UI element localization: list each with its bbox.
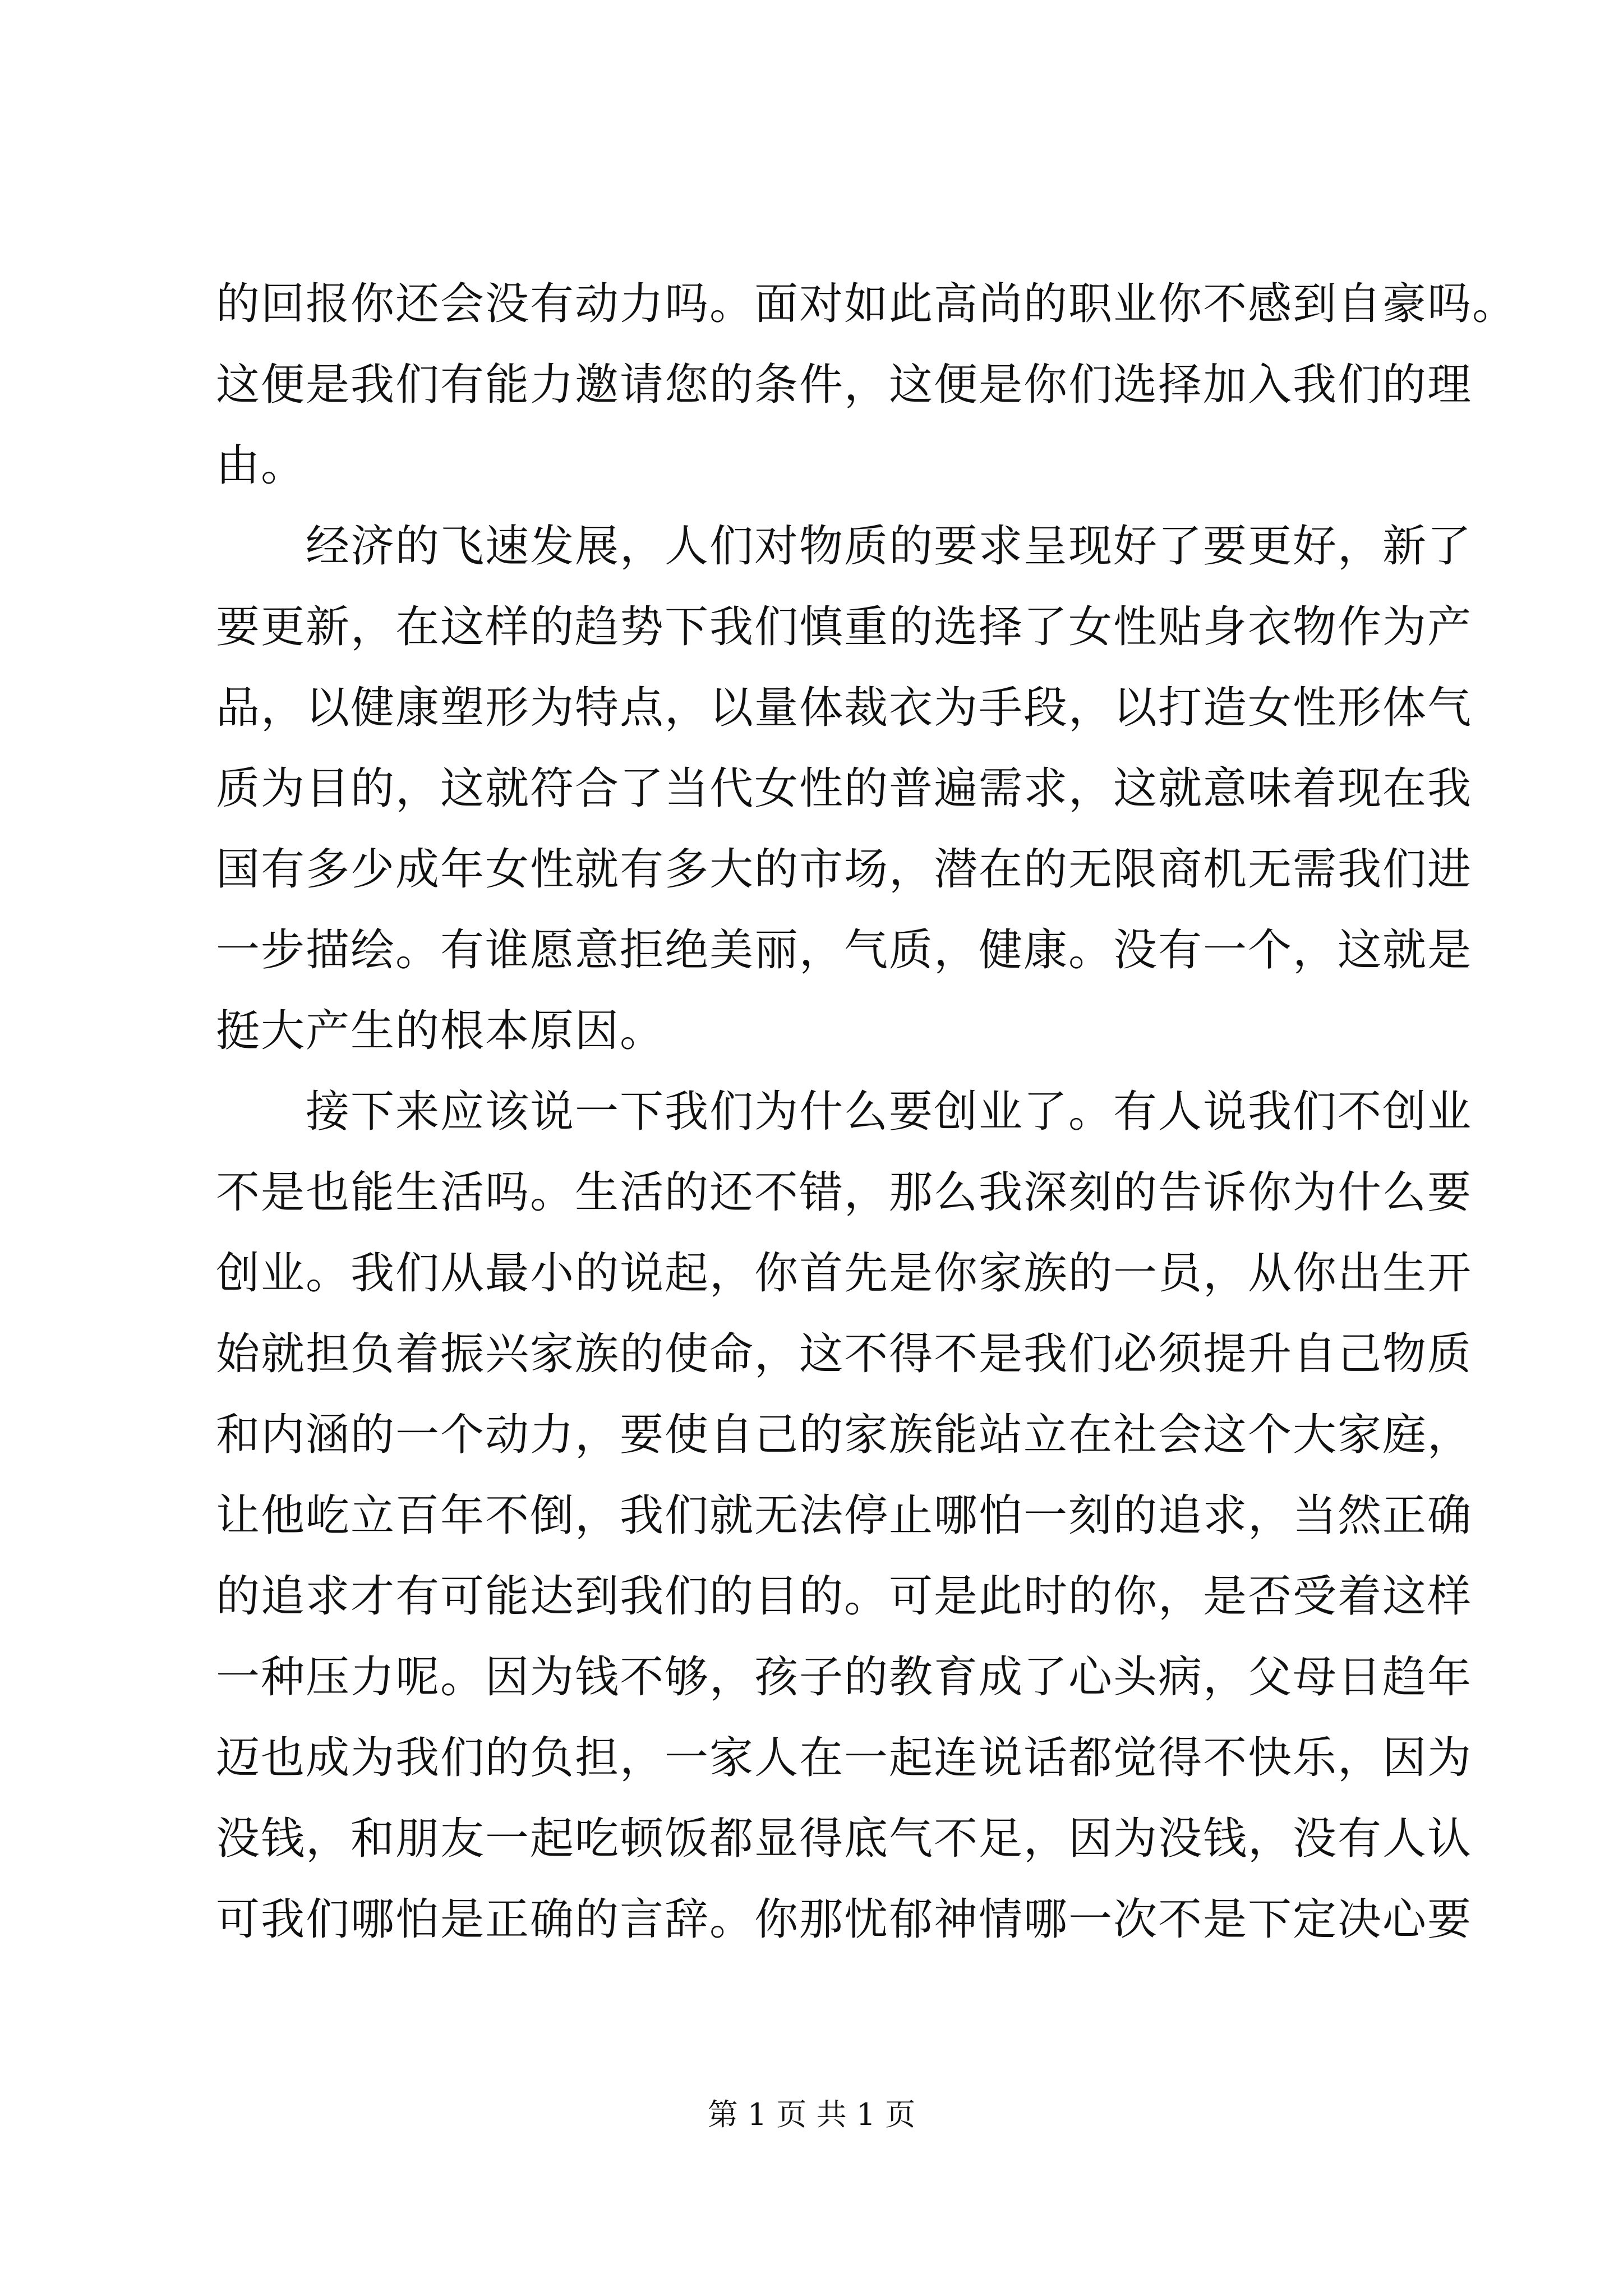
- text-line: 创业。我们从最小的说起，你首先是你家族的一员，从你出生开: [216, 1248, 1473, 1299]
- text-line: 一步描绘。有谁愿意拒绝美丽，气质，健康。没有一个，这就是: [216, 925, 1473, 976]
- text-line: 品，以健康塑形为特点，以量体裁衣为手段，以打造女性形体气: [216, 683, 1473, 733]
- text-line: 没钱，和朋友一起吃顿饭都显得底气不足，因为没钱，没有人认: [216, 1814, 1473, 1864]
- text-line: 经济的飞速发展，人们对物质的要求呈现好了要更好，新了: [216, 521, 1473, 572]
- text-line: 国有多少成年女性就有多大的市场，潜在的无限商机无需我们进: [216, 844, 1473, 895]
- text-line: 始就担负着振兴家族的使命，这不得不是我们必须提升自己物质: [216, 1329, 1473, 1379]
- text-line: 挺大产生的根本原因。: [216, 1006, 665, 1056]
- text-line: 一种压力呢。因为钱不够，孩子的教育成了心头病，父母日趋年: [216, 1652, 1473, 1703]
- body-text: [216, 264, 1518, 1960]
- text-line: 接下来应该说一下我们为什么要创业了。有人说我们不创业: [216, 1087, 1473, 1137]
- text-line: 让他屹立百年不倒，我们就无法停止哪怕一刻的追求，当然正确: [216, 1490, 1473, 1541]
- text-line: 由。: [216, 440, 306, 491]
- text-line: 可我们哪怕是正确的言辞。你那忧郁神情哪一次不是下定决心要: [216, 1894, 1473, 1945]
- text-line: 这便是我们有能力邀请您的条件，这便是你们选择加入我们的理: [216, 360, 1473, 410]
- text-line: 迈也成为我们的负担，一家人在一起连说话都觉得不快乐，因为: [216, 1733, 1473, 1783]
- text-line: 质为目的，这就符合了当代女性的普遍需求，这就意味着现在我: [216, 763, 1473, 814]
- text-line: 要更新，在这样的趋势下我们慎重的选择了女性贴身衣物作为产: [216, 602, 1473, 652]
- text-line: 和内涵的一个动力，要使自己的家族能站立在社会这个大家庭，: [216, 1410, 1473, 1460]
- page-number-footer: 第 1 页 共 1 页: [707, 2097, 916, 2132]
- text-line: 的回报你还会没有动力吗。面对如此高尚的职业你不感到自豪吗。: [216, 279, 1518, 329]
- text-line: 不是也能生活吗。生活的还不错，那么我深刻的告诉你为什么要: [216, 1167, 1473, 1218]
- text-line: 的追求才有可能达到我们的目的。可是此时的你，是否受着这样: [216, 1571, 1473, 1622]
